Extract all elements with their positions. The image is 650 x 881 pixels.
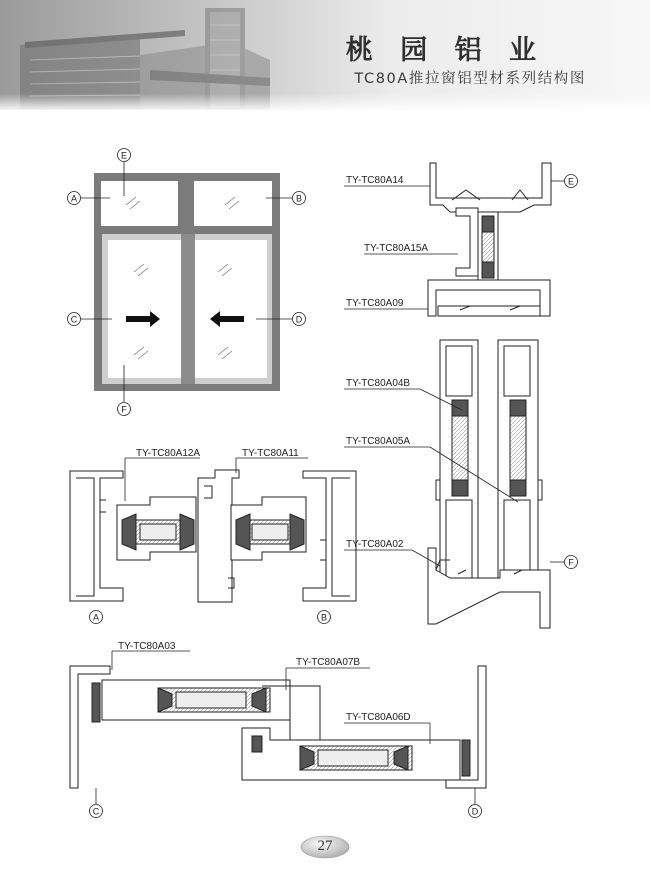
- svg-text:D: D: [295, 314, 303, 325]
- marker-f-bottom: [118, 403, 131, 416]
- marker-a: [68, 192, 81, 205]
- part-label-tc80a14: TY-TC80A14: [346, 175, 404, 186]
- marker-b: [293, 192, 306, 205]
- svg-text:F: F: [121, 404, 127, 415]
- marker-d-section: D: [471, 806, 479, 817]
- part-label-tc80a11: TY-TC80A11: [242, 448, 299, 459]
- part-label-tc80a03: TY-TC80A03: [118, 641, 176, 652]
- svg-text:C: C: [70, 314, 78, 325]
- marker-c: [68, 313, 81, 326]
- svg-text:E: E: [120, 150, 128, 161]
- part-label-tc80a07b: TY-TC80A07B: [296, 657, 361, 668]
- page-number: 27: [317, 838, 333, 854]
- page-number-badge: [300, 835, 350, 859]
- window-elevation: [68, 149, 306, 416]
- technical-drawing: [0, 110, 650, 835]
- part-label-tc80a15a: TY-TC80A15A: [364, 243, 429, 254]
- part-label-tc80a04b: TY-TC80A04B: [346, 378, 411, 389]
- section-ab: [70, 470, 356, 602]
- marker-f-section: F: [568, 557, 574, 568]
- svg-text:A: A: [70, 193, 78, 204]
- section-cd-labels: [90, 641, 482, 818]
- header-banner: [0, 0, 650, 110]
- building-photo: [0, 0, 650, 110]
- part-label-tc80a09: TY-TC80A09: [346, 298, 404, 309]
- part-label-tc80a02: TY-TC80A02: [346, 539, 404, 550]
- brand-name: 桃 园 铝 业: [345, 35, 545, 66]
- svg-text:B: B: [295, 193, 303, 204]
- page-subtitle: TC80A推拉窗铝型材系列结构图: [354, 71, 586, 87]
- marker-d: [293, 313, 306, 326]
- marker-c-section: C: [92, 806, 100, 817]
- part-label-tc80a06d: TY-TC80A06D: [346, 712, 411, 723]
- marker-a-section: A: [92, 612, 100, 623]
- marker-e-top: [118, 149, 131, 162]
- part-label-tc80a05a: TY-TC80A05A: [346, 436, 411, 447]
- marker-e-section: E: [567, 176, 575, 187]
- part-label-tc80a12a: TY-TC80A12A: [136, 448, 201, 459]
- section-cd: [70, 666, 486, 788]
- section-ef: [428, 163, 551, 628]
- marker-b-section: B: [320, 612, 328, 623]
